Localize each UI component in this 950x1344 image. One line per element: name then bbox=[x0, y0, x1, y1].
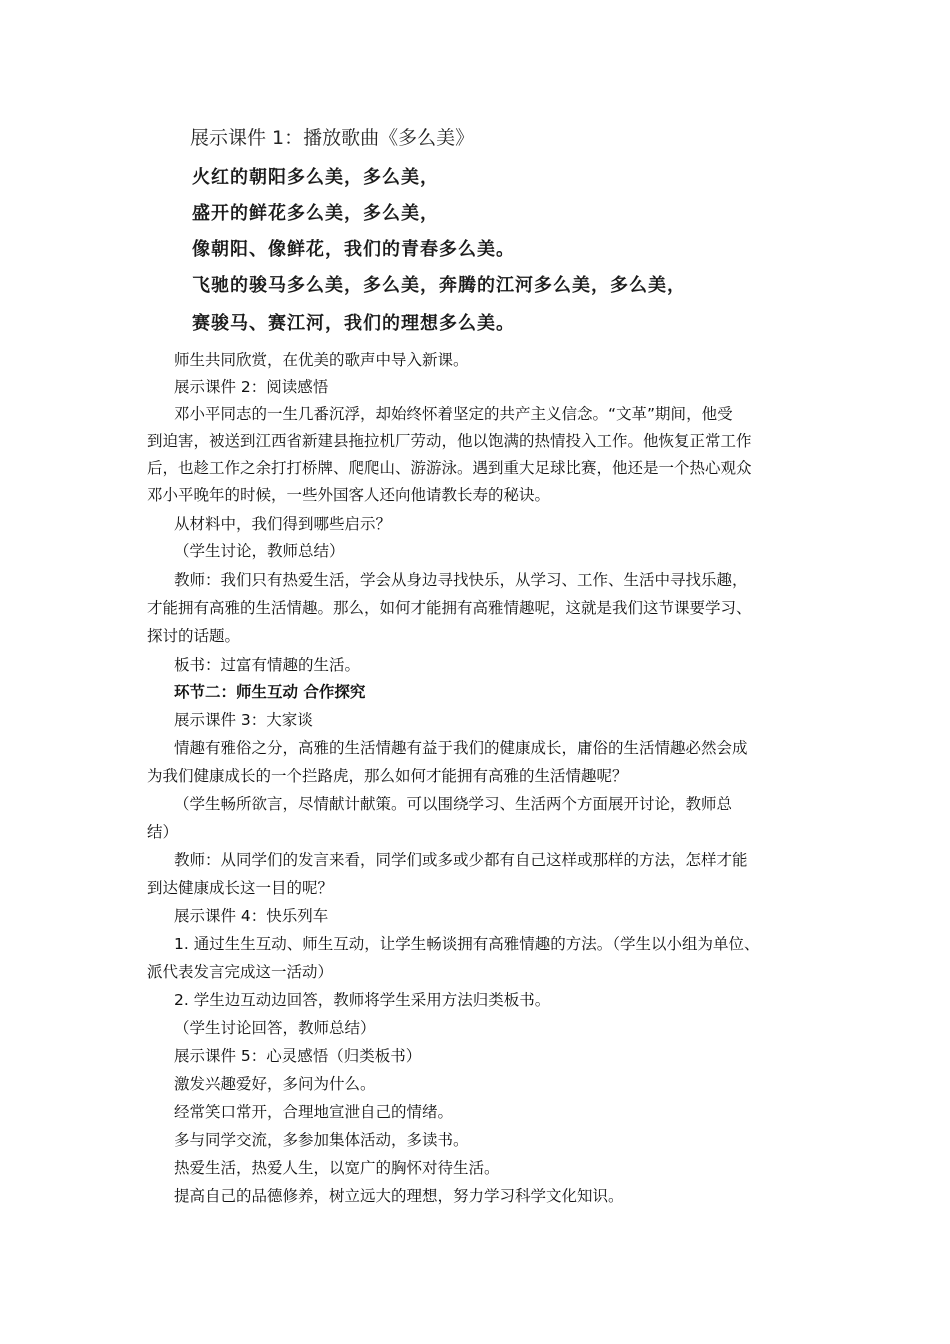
paragraph-line: 经常笑口常开，合理地宣泄自己的情绪。 bbox=[174, 1103, 454, 1121]
lyric-line: 飞驰的骏马多么美，多么美，奔腾的江河多么美，多么美， bbox=[192, 275, 686, 296]
paragraph-line: 情趣有雅俗之分，高雅的生活情趣有益于我们的健康成长，庸俗的生活情趣必然会成 bbox=[174, 739, 748, 757]
paragraph-line: （学生讨论回答，教师总结） bbox=[174, 1019, 376, 1037]
courseware-image bbox=[190, 126, 750, 340]
paragraph-line: 结） bbox=[147, 823, 179, 841]
paragraph-line: 展示课件 5：心灵感悟（归类板书） bbox=[174, 1047, 422, 1065]
paragraph-line: 派代表发言完成这一活动） bbox=[147, 963, 334, 981]
paragraph-line: 提高自己的品德修养，树立远大的理想，努力学习科学文化知识。 bbox=[174, 1187, 624, 1205]
paragraph-line: 激发兴趣爱好，多问为什么。 bbox=[174, 1075, 376, 1093]
paragraph-line: 展示课件 4：快乐列车 bbox=[174, 907, 329, 925]
paragraph-line: 教师：从同学们的发言来看，同学们或多或少都有自己这样或那样的方法，怎样才能 bbox=[174, 851, 748, 869]
paragraph-line: 为我们健康成长的一个拦路虎，那么如何才能拥有高雅的生活情趣呢？ bbox=[147, 767, 628, 785]
paragraph-line: 后，也趁工作之余打打桥牌、爬爬山、游游泳。遇到重大足球比赛，他还是一个热心观众 bbox=[147, 459, 752, 477]
paragraph-line: 邓小平同志的一生几番沉浮，却始终怀着坚定的共产主义信念。“文革”期间，他受 bbox=[174, 405, 733, 423]
lyric-line: 火红的朝阳多么美，多么美， bbox=[192, 167, 439, 188]
paragraph-line: 才能拥有高雅的生活情趣。那么，如何才能拥有高雅情趣呢，这就是我们这节课要学习、 bbox=[147, 599, 752, 617]
section-heading: 环节二：师生互动 合作探究 bbox=[174, 683, 366, 701]
paragraph-line: （学生讨论，教师总结） bbox=[174, 542, 345, 560]
lyric-line: 盛开的鲜花多么美，多么美， bbox=[192, 203, 439, 224]
paragraph-line: 到达健康成长这一目的呢？ bbox=[147, 879, 334, 897]
paragraph-line: 展示课件 2：阅读感悟 bbox=[174, 378, 329, 396]
paragraph-line: 探讨的话题。 bbox=[147, 627, 241, 645]
courseware-title: 展示课件 1：播放歌曲《多么美》 bbox=[190, 127, 475, 149]
paragraph-line: 到迫害，被送到江西省新建县拖拉机厂劳动，他以饱满的热情投入工作。他恢复正常工作 bbox=[147, 432, 752, 450]
lyric-line: 像朝阳、像鲜花，我们的青春多么美。 bbox=[192, 239, 515, 260]
paragraph-line: 1. 通过生生互动、师生互动，让学生畅谈拥有高雅情趣的方法。（学生以小组为单位、 bbox=[174, 935, 760, 953]
paragraph-line: 2. 学生边互动边回答，教师将学生采用方法归类板书。 bbox=[174, 991, 551, 1009]
paragraph-line: 多与同学交流，多参加集体活动，多读书。 bbox=[174, 1131, 469, 1149]
lyric-line: 赛骏马、赛江河，我们的理想多么美。 bbox=[192, 313, 515, 334]
paragraph-line: 邓小平晚年的时候，一些外国客人还向他请教长寿的秘诀。 bbox=[147, 486, 551, 504]
paragraph-line: 教师：我们只有热爱生活，学会从身边寻找快乐，从学习、工作、生活中寻找乐趣， bbox=[174, 571, 748, 589]
paragraph-line: 从材料中，我们得到哪些启示？ bbox=[174, 515, 392, 533]
paragraph-line: 师生共同欣赏，在优美的歌声中导入新课。 bbox=[174, 351, 469, 369]
paragraph-line: 展示课件 3：大家谈 bbox=[174, 711, 313, 729]
paragraph-line: （学生畅所欲言，尽情献计献策。可以围绕学习、生活两个方面展开讨论，教师总 bbox=[174, 795, 733, 813]
paragraph-line: 热爱生活，热爱人生，以宽广的胸怀对待生活。 bbox=[174, 1159, 500, 1177]
paragraph-line: 板书：过富有情趣的生活。 bbox=[174, 656, 361, 674]
